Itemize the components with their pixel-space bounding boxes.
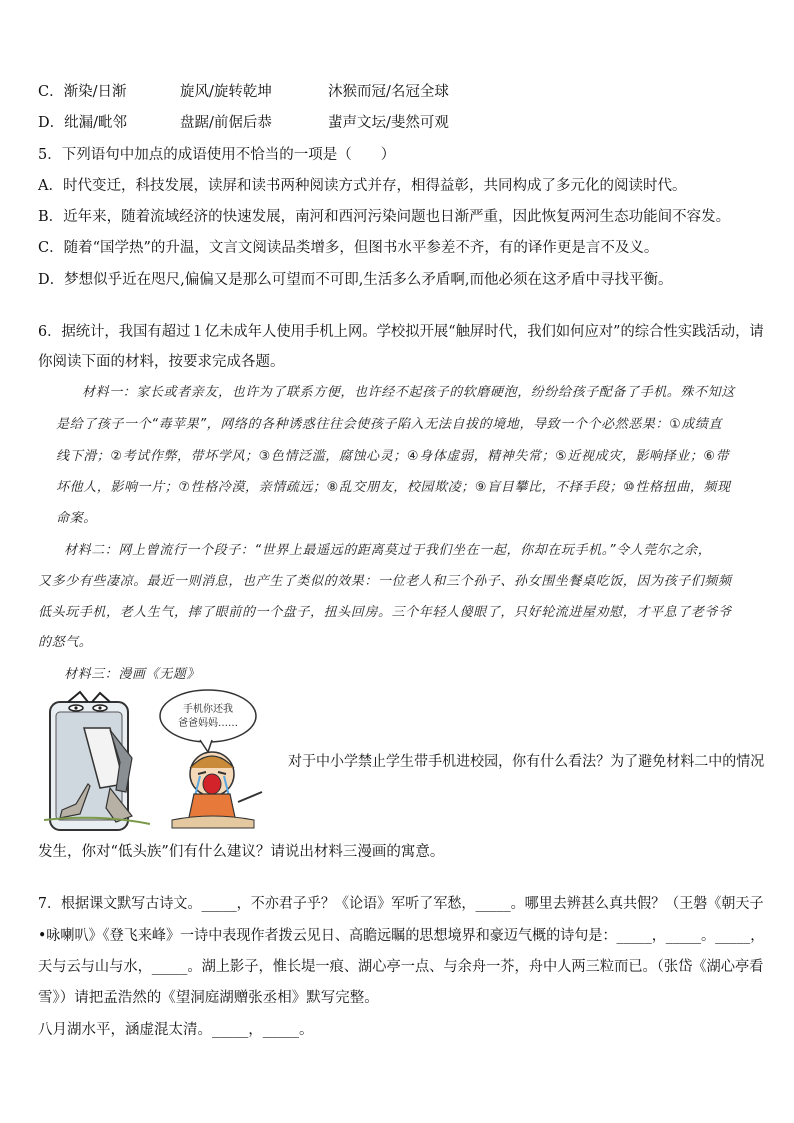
q7-blank-8[interactable]: _____ [262, 1022, 299, 1038]
q7-line-2d: ， [750, 928, 765, 944]
option-d-a: D．纰漏/毗邻 [38, 115, 128, 131]
bubble-text-1: 手机你还我 [183, 704, 233, 715]
q5-option-c: C．随着“国学热”的升温，文言文阅读品类增多，但图书水平参差不齐，有的译作更是言不及义。 [38, 240, 659, 256]
option-d-b: 盘踞/前倨后恭 [180, 115, 272, 131]
option-c-b: 旋风/旋转乾坤 [180, 84, 272, 100]
q6-stem-1: 6．据统计，我国有超过１亿未成年人使用手机上网。学校拟开展“触屏时代，我们如何应对”的综合性实践活动，请 [38, 324, 764, 340]
material-1-line-3: 线下滑；②考试作弊，带坏学风；③色情泛滥，腐蚀心灵；④身体虚弱，精神失常；⑤近视成灾，影响择业；⑥带 [56, 449, 730, 464]
q7-line-1 [38, 894, 764, 914]
material-1-line-5: 命案。 [56, 511, 97, 526]
q7-line-1b: ，不亦君子乎？《论语》军听了军愁， [236, 896, 476, 912]
q7-line-3b: 。湖上影子，惟长堤一痕、湖心亭一点、与余舟一芥，舟中人两三粒而已。（张岱《湖心亭看 [187, 959, 764, 975]
material-1-line-4: 坏他人，影响一片；⑦性格冷漠，亲情疏远；⑧乱交朋友，校园欺凌；⑨盲目攀比，不择手段；⑩性格扭曲，频现 [56, 480, 731, 495]
q7-line-2 [38, 926, 764, 946]
q7-line-2a: •咏喇叭》《登飞来峰》一诗中表现作者拨云见日、高瞻远瞩的思想境界和豪迈气概的诗句是： [38, 928, 617, 944]
q7-line-3a: 天与云与山与水， [38, 959, 152, 975]
q7-blank-2[interactable]: _____ [475, 896, 511, 912]
q7-line-5 [38, 1020, 314, 1040]
q7-blank-6[interactable]: _____ [151, 959, 188, 975]
q5-option-b: B．近年来，随着流域经济的快速发展，南河和西河污染问题也日渐严重，因此恢复两河生态功能间不容发。 [38, 209, 731, 225]
material-2-line-3: 低头玩手机，老人生气，摔了眼前的一个盘子，扭头回房。三个年轻人傻眼了，只好轮流进屋劝慰，才平息了老爷爷 [38, 605, 732, 620]
material-2-line-1: 材料二：网上曾流行一个段子：“世界上最遥远的距离莫过于我们坐在一起，你却在玩手机。”令人莞尔之余， [64, 543, 712, 558]
q7-line-4: 雪》）请把孟浩然的《望洞庭湖赠张丞相》默写完整。 [38, 990, 379, 1006]
material-2-line-4: 的怒气。 [38, 635, 93, 650]
q7-blank-1[interactable]: _____ [201, 896, 237, 912]
crying-child [172, 752, 262, 828]
q7-line-5c: 。 [299, 1022, 314, 1038]
material-2-line-2: 又多少有些凄凉。最近一则消息，也产生了类似的效果：一位老人和三个孙子、孙女围坐餐桌吃饭，因为孩子们频频 [38, 574, 732, 589]
q6-ask-1: 对于中小学禁止学生带手机进校园，你有什么看法？为了避免材料二中的情况 [288, 754, 765, 770]
speech-bubble [160, 690, 256, 752]
q7-line-3 [38, 957, 763, 977]
q7-line-5b: ， [248, 1022, 263, 1038]
q7-blank-4[interactable]: _____ [665, 928, 702, 944]
material-3-title: 材料三：漫画《无题》 [64, 667, 201, 682]
q7-line-2b: ， [651, 928, 666, 944]
q6-stem-2: 你阅读下面的材料，按要求完成各题。 [38, 354, 285, 370]
option-c-row [38, 82, 758, 102]
option-d-c: 蜚声文坛/斐然可观 [328, 115, 449, 131]
q7-line-1c: 。哪里去辨甚么真共假？（王磐《朝天子 [510, 896, 764, 912]
material-1-line-1: 材料一：家长或者亲友，也许为了联系方便，也许经不起孩子的软磨硬泡，纷纷给孩子配备了手机。殊不知这 [82, 385, 735, 400]
q5-stem: 5．下列语句中加点的成语使用不恰当的一项是（ ） [38, 147, 396, 163]
q7-line-1a: 7．根据课文默写古诗文。 [38, 896, 202, 912]
q7-line-5a: 八月湖水平，涵虚混太清。 [38, 1022, 212, 1038]
q6-ask-2: 发生，你对“低头族”们有什么建议？请说出材料三漫画的寓意。 [38, 844, 445, 860]
q5-option-a: A．时代变迁，科技发展，读屏和读书两种阅读方式并存，相得益彰，共同构成了多元化的阅读时代。 [38, 178, 687, 194]
bubble-text-2: 爸爸妈妈…… [178, 718, 238, 729]
cartoon-illustration [40, 688, 285, 833]
option-d-row [38, 113, 758, 133]
option-c-a: C．渐染/日渐 [38, 84, 127, 100]
q7-blank-3[interactable]: _____ [616, 928, 652, 944]
q5-option-d: D．梦想似乎近在咫尺,偏偏又是那么可望而不可即,生活多么矛盾啊,而他必须在这矛盾中寻找平衡。 [38, 272, 673, 288]
option-c-c: 沐猴而冠/名冠全球 [328, 84, 449, 100]
q7-blank-7[interactable]: _____ [212, 1022, 249, 1038]
material-1-line-2: 是给了孩子一个“毒苹果”，网络的各种诱惑往往会使孩子陷入无法自拔的境地，导致一个个必然恶果：①成绩直 [56, 417, 723, 432]
q7-line-2c: 。 [701, 928, 716, 944]
q7-blank-5[interactable]: _____ [715, 928, 751, 944]
